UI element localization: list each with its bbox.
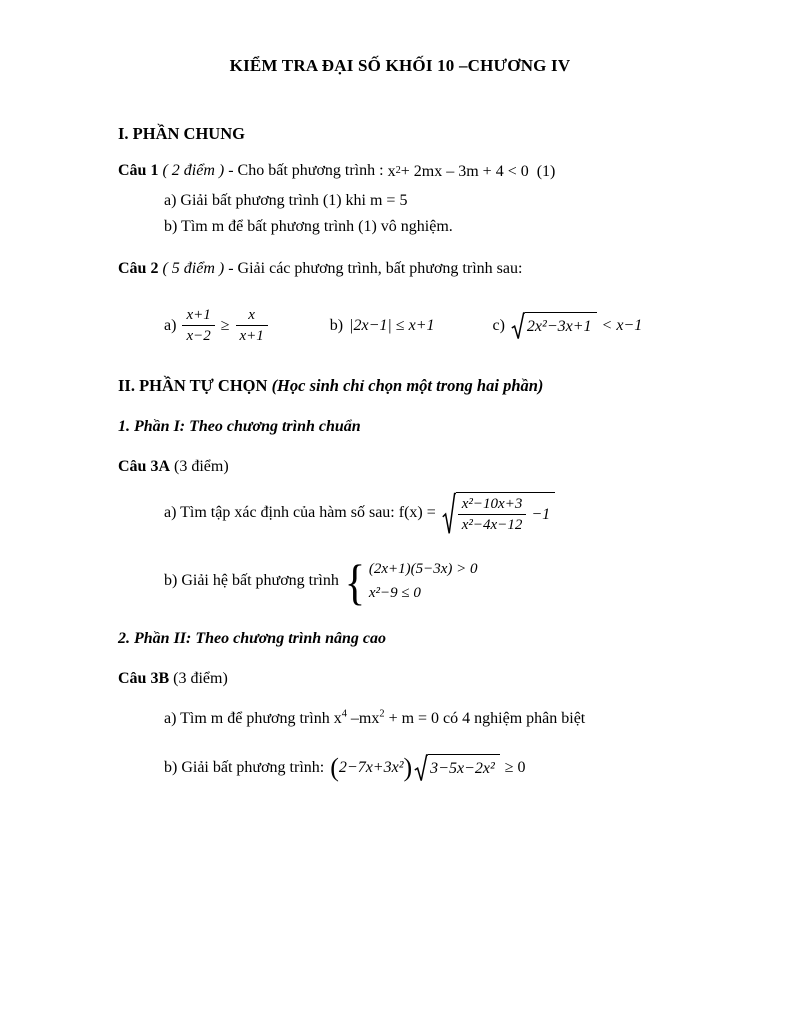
question-1-item-a: a) Giải bất phương trình (1) khi m = 5 (164, 192, 408, 210)
question-1-label: Câu 1 (118, 162, 159, 179)
question-2-intro (118, 258, 682, 280)
q3a-fraction-numerator: x²−10x+3 (458, 495, 527, 516)
question-3a-heading (118, 456, 682, 478)
fraction-left-numerator: x+1 (182, 306, 214, 327)
item-b-label: b) (329, 316, 344, 334)
part-1-heading: 1. Phần I: Theo chương trình chuẩn (118, 418, 361, 435)
question-3a-points: (3 điểm) (174, 458, 229, 475)
q3b-a-part-1: –mx (346, 709, 380, 727)
section-tu-chon-heading (118, 376, 682, 396)
q3a-system (343, 553, 478, 610)
question-1-inequality: x 2 + 2mx – 3m + 4 < 0 (1) (388, 161, 556, 183)
eq1-base: x (387, 162, 396, 180)
item-a-label: a) (164, 316, 177, 334)
question-3b-label: Câu 3B (118, 670, 170, 688)
section-tu-chon-note: (Học sinh chỉ chọn một trong hai phần) (271, 376, 544, 395)
section-chung-heading: I. PHẦN CHUNG (118, 124, 245, 143)
question-2-item-b (330, 317, 435, 335)
q3b-a-part-0: a) Tìm m để phương trình x (164, 709, 342, 727)
part-2-heading: 2. Phần II: Theo chương trình nâng cao (118, 630, 387, 648)
fraction-left-denominator: x−2 (186, 328, 211, 345)
item-c-radicand: 2x²−3x+1 (525, 312, 597, 340)
question-2-item-a (164, 306, 268, 347)
relation-sign: ≥ (220, 316, 230, 334)
question-2-formulas (118, 306, 682, 347)
question-2-label: Câu 2 (118, 259, 159, 277)
question-1-intro (118, 160, 682, 182)
question-1-points: ( 2 điểm ) (162, 162, 225, 179)
q3b-item-b-text: b) Giải bất phương trình: (164, 758, 325, 776)
item-b-expression: |2x−1| ≤ x+1 (349, 316, 435, 334)
question-3b-heading (118, 668, 682, 690)
q3a-fraction-denominator: x²−4x−12 (461, 517, 523, 534)
question-2-points: ( 5 điểm ) (162, 259, 225, 277)
q3b-radicand: 3−5x−2x² (428, 754, 500, 782)
question-3b-item-a (118, 708, 682, 730)
radical-sign-icon (442, 492, 456, 536)
q3a-system-line-2: x²−9 ≤ 0 (368, 585, 421, 602)
radical-sign-icon (511, 312, 525, 340)
item-c-radical (511, 312, 597, 340)
fraction-right (236, 306, 268, 347)
q3b-a-exponent-2: 2 (379, 708, 385, 720)
q3a-item-a-radical (442, 492, 555, 536)
fraction-left (182, 306, 214, 347)
question-3b-points: (3 điểm) (173, 670, 228, 688)
question-2-text: - Giải các phương trình, bất phương trình sau: (228, 259, 523, 277)
q3b-a-part-2: + m = 0 có 4 nghiệm phân biệt (384, 709, 586, 727)
question-3a-item-b (118, 553, 682, 610)
item-c-rest: < x−1 (601, 316, 643, 334)
q3a-radicand-tail: −1 (531, 505, 551, 523)
q3b-radical (414, 754, 500, 782)
question-1-item-b: b) Tìm m để bất phương trình (1) vô nghiệm. (164, 217, 453, 235)
question-2-item-c (492, 312, 642, 340)
open-paren: ( (330, 753, 339, 783)
page-title: KIỂM TRA ĐẠI SỐ KHỐI 10 –CHƯƠNG IV (229, 56, 571, 75)
question-3a-label: Câu 3A (118, 458, 171, 475)
q3a-system-line-1: (2x+1)(5−3x) > 0 (368, 561, 478, 578)
fraction-right-denominator: x+1 (239, 328, 264, 345)
q3b-a-exponent-1: 4 (341, 708, 347, 720)
question-1-text: - Cho bất phương trình : (228, 162, 384, 179)
q3a-fraction (458, 495, 527, 536)
q3a-item-a-radicand (456, 492, 555, 536)
radical-sign-icon (414, 754, 428, 782)
item-c-label: c) (492, 316, 505, 334)
fraction-right-numerator: x (236, 306, 268, 327)
eq1-rest: + 2mx – 3m + 4 < 0 (1) (400, 162, 556, 180)
q3a-system-lines (369, 559, 478, 604)
q3b-tail: ≥ 0 (504, 758, 526, 776)
section-tu-chon-title: II. PHẦN TỰ CHỌN (118, 376, 268, 395)
q3b-paren-content: 2−7x+3x² (338, 758, 404, 776)
q3b-item-b-expression (330, 754, 525, 782)
system-brace-icon: { (344, 553, 366, 610)
question-3a-item-a (118, 492, 682, 536)
question-3b-item-b (118, 754, 682, 782)
q3a-item-a-text: a) Tìm tập xác định của hàm số sau: f(x) = (164, 504, 436, 522)
q3a-item-b-text: b) Giải hệ bất phương trình (164, 572, 339, 590)
close-paren: ) (403, 753, 413, 783)
